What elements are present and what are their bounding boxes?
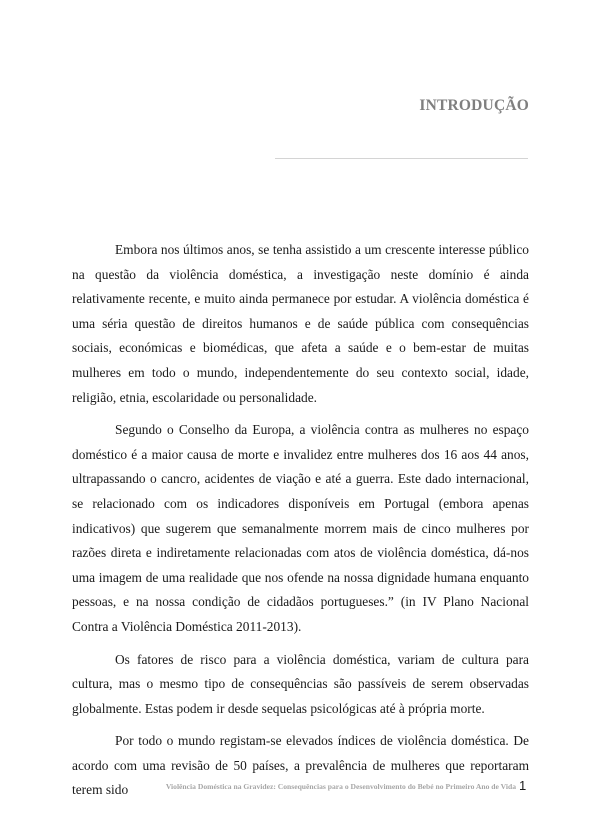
paragraph-2: Segundo o Conselho da Europa, a violência contra as mulheres no espaço doméstico é a maior causa de morte e invalidez entre mulheres dos 16 aos 44 anos, ultrapassando o cancro, acidentes de viação e até a guerra. Este dado internacional, se relacionado com os indicadores disponíveis em Portugal (embora apenas indicativos) que sugerem que semanalmente morrem mais de cinco mulheres por razões direta e indiretamente relacionadas com atos de violência doméstica, dá-nos uma imagem de uma realidade que nos ofende na nossa dignidade humana enquanto pessoas, e na nossa condição de cidadãos portugueses.” (in IV Plano Nacional Contra a Violência Doméstica 2011-2013).: [72, 422, 529, 634]
section-title: INTRODUÇÃO: [419, 97, 529, 114]
paragraph-3: Os fatores de risco para a violência doméstica, variam de cultura para cultura, mas o mesmo tipo de consequências são passíveis de serem observadas globalmente. Estas podem ir desde sequelas psicológicas até à própria morte.: [72, 651, 529, 716]
page-number: 1: [519, 778, 527, 793]
paragraph-1: Embora nos últimos anos, se tenha assistido a um crescente interesse público na questão da violência doméstica, a investigação neste domínio é ainda relativamente recente, e muito ainda permanece por estudar. A violência doméstica é uma séria questão de direitos humanos e de saúde pública com consequências sociais, económicas e biomédicas, que afeta a saúde e o bem-estar de muitas mulheres em todo o mundo, independentemente do seu contexto social, idade, religião, etnia, escolaridade ou personalidade.: [72, 242, 529, 405]
running-footer: Violência Doméstica na Gravidez: Consequências para o Desenvolvimento do Bebé no Primeiro Ano de Vida: [165, 782, 516, 791]
paragraph-4: Por todo o mundo registam-se elevados índices de violência doméstica. De acordo com uma revisão de 50 países, a prevalência de mulheres que reportaram terem sido: [72, 733, 529, 798]
heading-divider: [275, 158, 528, 159]
body-text: [72, 238, 529, 811]
